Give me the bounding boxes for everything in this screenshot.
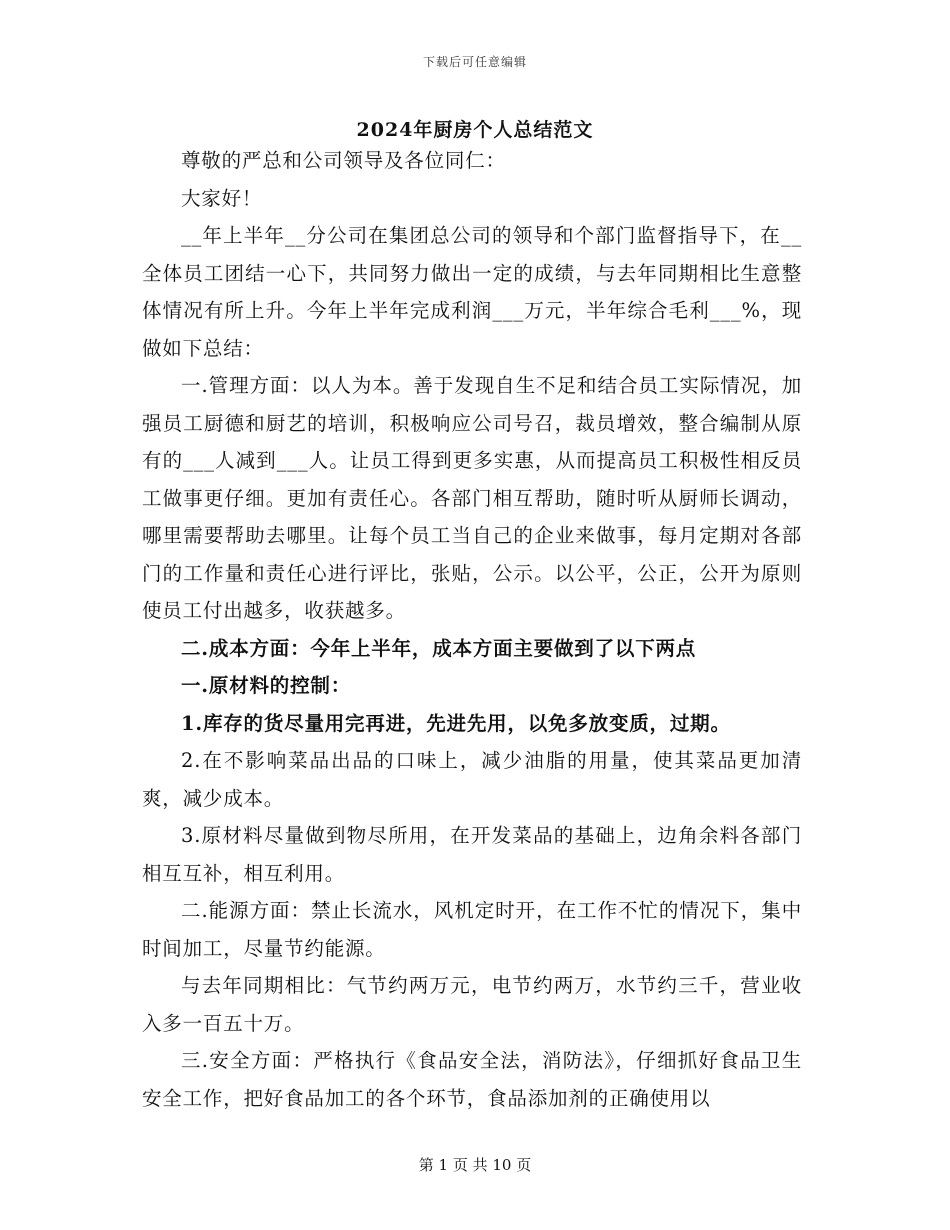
list-item-2: 2.在不影响菜品出品的口味上，减少油脂的用量，使其菜品更加清爽，减少成本。 [142,749,802,810]
page-header-note: 下载后可任意编辑 [422,55,527,69]
paragraph-intro: __年上半年__分公司在集团总公司的领导和个部门监督指导下，在__全体员工团结一心下，共同努力做出一定的成绩，与去年同期相比生意整体情况有所上升。今年上半年完成利润___万元，半年综合毛利___%，现做如下总结： [142,224,802,360]
heading-raw-materials: 一.原材料的控制： [181,674,351,697]
paragraph-comparison: 与去年同期相比：气节约两万元，电节约两万，水节约三千，营业收入多一百五十万。 [142,974,802,1035]
heading-cost: 二.成本方面：今年上半年，成本方面主要做到了以下两点 [181,636,697,660]
page-number: 第 1 页 共 10 页 [418,1156,532,1174]
paragraph-management: 一.管理方面：以人为本。善于发现自生不足和结合员工实际情况，加强员工厨德和厨艺的培训，积极响应公司号召，裁员增效，整合编制从原有的___人减到___人。让员工得到更多实惠，从而提高员工积极性相反员工做事更仔细。更加有责任心。各部门相互帮助，随时听从厨师长调动，哪里需要帮助去哪里。让每个员工当自己的企业来做事，每月定期对各部门的工作量和责任心进行评比，张贴，公示。以公平，公正，公开为原则使员工付出越多，收获越多。 [142,374,802,622]
document-title: 2024年厨房个人总结范文 [356,119,594,141]
paragraph-energy: 二.能源方面：禁止长流水，风机定时开，在工作不忙的情况下，集中时间加工，尽量节约能源。 [142,899,802,960]
paragraph-safety: 三.安全方面：严格执行《食品安全法，消防法》，仔细抓好食品卫生安全工作，把好食品加工的各个环节，食品添加剂的正确使用以 [142,1049,802,1110]
list-item-3: 3.原材料尽量做到物尽所用，在开发菜品的基础上，边角余料各部门相互互补，相互利用。 [142,824,802,885]
paragraph-salutation: 尊敬的严总和公司领导及各位同仁： [181,149,506,172]
document-body [142,142,802,1117]
list-item-1: 1.库存的货尽量用完再进，先进先用，以免多放变质，过期。 [181,711,731,735]
paragraph-greeting: 大家好！ [181,186,263,210]
